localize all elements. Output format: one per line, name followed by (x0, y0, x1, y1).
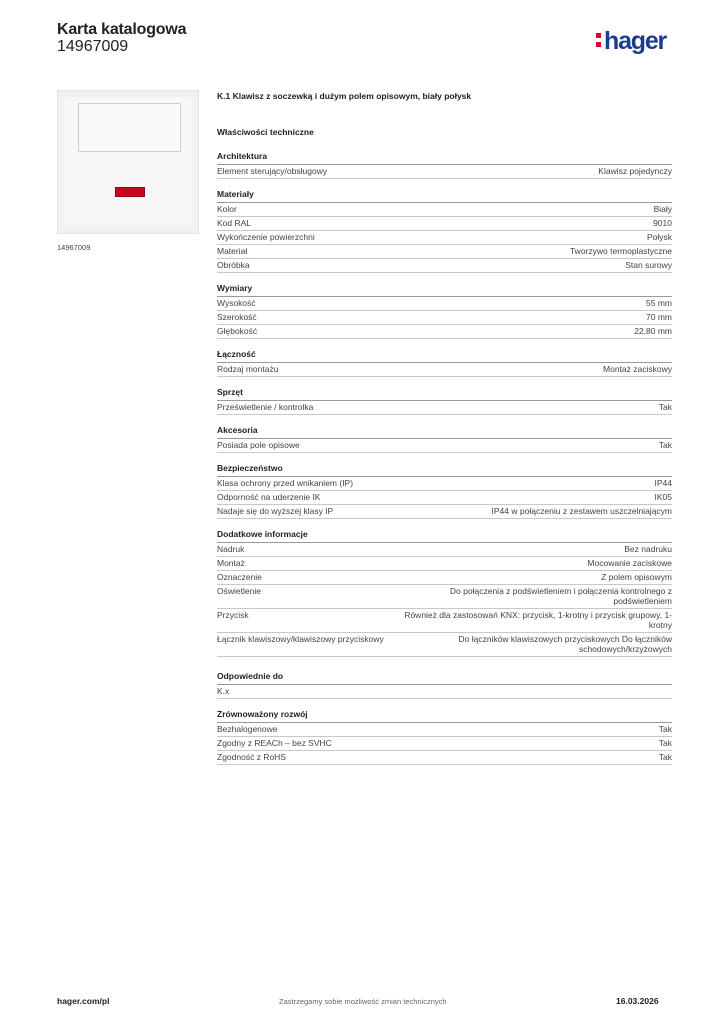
spec-value: Tworzywo termoplastyczne (569, 246, 672, 256)
logo-dots-icon (596, 33, 602, 49)
spec-row (217, 439, 672, 453)
footer-website[interactable]: hager.com/pl (57, 996, 110, 1006)
spec-value: Tak (658, 724, 672, 734)
spec-label: Bezhalogenowe (217, 724, 278, 734)
spec-value: 22,80 mm (634, 326, 672, 336)
spec-row (217, 685, 672, 699)
document-code: 14967009 (57, 38, 129, 55)
spec-label: Kolor (217, 204, 237, 214)
spec-row (217, 477, 672, 491)
spec-section (217, 463, 672, 519)
spec-value: Do łączników klawiszowych przyciskowych Do łączników schodowych/krzyżowych (458, 634, 672, 654)
spec-value: Klawisz pojedynczy (598, 166, 672, 176)
spec-row (217, 231, 672, 245)
spec-label: Rodzaj montażu (217, 364, 279, 374)
label-window (78, 103, 181, 152)
spec-label: Nadaje się do wyższej klasy IP (217, 506, 334, 516)
section-title: Zrównoważony rozwój (217, 709, 672, 723)
spec-section (217, 671, 672, 699)
spec-label: Obróbka (217, 260, 250, 270)
footer-date: 16.03.2026 (616, 996, 659, 1006)
spec-value: Tak (658, 440, 672, 450)
spec-row (217, 165, 672, 179)
logo-text: hager (604, 27, 667, 55)
spec-sections (217, 151, 672, 765)
section-title: Wymiary (217, 283, 672, 297)
spec-label: Element sterujący/obsługowy (217, 166, 328, 176)
spec-row (217, 751, 672, 765)
spec-label: Montaż (217, 558, 245, 568)
spec-row (217, 217, 672, 231)
hager-logo (596, 27, 666, 56)
spec-label: Oświetlenie (217, 586, 261, 596)
spec-label: Wysokość (217, 298, 256, 308)
section-title: Łączność (217, 349, 672, 363)
section-title: Akcesoria (217, 425, 672, 439)
spec-label: Łącznik klawiszowy/klawiszowy przyciskowy (217, 634, 384, 644)
section-title: Architektura (217, 151, 672, 165)
spec-row (217, 505, 672, 519)
spec-value: Biały (653, 204, 672, 214)
spec-row (217, 259, 672, 273)
spec-value: 9010 (653, 218, 672, 228)
spec-section (217, 151, 672, 179)
spec-label: Oznaczenie (217, 572, 262, 582)
spec-row (217, 557, 672, 571)
spec-label: Przycisk (217, 610, 249, 620)
spec-section (217, 189, 672, 273)
spec-value: Również dla zastosowań KNX: przycisk, 1-krotny i przycisk grupowy, 1-krotny (404, 610, 672, 630)
spec-value: Montaż zaciskowy (603, 364, 672, 374)
spec-section (217, 425, 672, 453)
product-image (57, 90, 199, 234)
spec-row (217, 325, 672, 339)
spec-label: Szerokość (217, 312, 257, 322)
spec-value: 55 mm (646, 298, 672, 308)
spec-row (217, 297, 672, 311)
spec-value: IP44 w połączeniu z zestawem uszczelniającym (491, 506, 672, 516)
spec-row (217, 491, 672, 505)
spec-label: Posiada pole opisowe (217, 440, 300, 450)
spec-value: Tak (658, 738, 672, 748)
spec-row (217, 723, 672, 737)
properties-title: Właściwości techniczne (217, 127, 314, 137)
spec-value: IK05 (654, 492, 672, 502)
spec-value: 70 mm (646, 312, 672, 322)
section-title: Bezpieczeństwo (217, 463, 672, 477)
spec-row (217, 737, 672, 751)
spec-label: Odporność na uderzenie IK (217, 492, 321, 502)
switch-plate (63, 96, 193, 228)
spec-row (217, 633, 672, 657)
spec-value: Tak (658, 752, 672, 762)
spec-value: Do połączenia z podświetleniem i połączenia kontrolnego z podświetleniem (449, 586, 672, 606)
spec-label: Zgodność z RoHS (217, 752, 286, 762)
spec-section (217, 349, 672, 377)
spec-section (217, 283, 672, 339)
spec-row (217, 543, 672, 557)
spec-label: Wykończenie powierzchni (217, 232, 315, 242)
spec-row (217, 203, 672, 217)
spec-row (217, 585, 672, 609)
spec-value: Połysk (646, 232, 672, 242)
document-title: Karta katalogowa (57, 21, 187, 38)
spec-value: Tak (658, 402, 672, 412)
spec-section (217, 529, 672, 657)
spec-section (217, 387, 672, 415)
spec-value: Bez nadruku (624, 544, 672, 554)
spec-row (217, 311, 672, 325)
spec-content (217, 91, 672, 775)
spec-label: Kod RAL (217, 218, 252, 228)
footer-notice: Zastrzegamy sobie możliwość zmian technicznych (279, 997, 447, 1006)
image-caption: 14967009 (57, 243, 91, 252)
spec-row (217, 401, 672, 415)
section-title: Materiały (217, 189, 672, 203)
section-title: Dodatkowe informacje (217, 529, 672, 543)
spec-value: Mocowanie zaciskowe (587, 558, 672, 568)
spec-row (217, 363, 672, 377)
red-lens (115, 187, 145, 197)
spec-row (217, 571, 672, 585)
spec-value: Stan surowy (625, 260, 672, 270)
spec-value: Z polem opisowym (601, 572, 672, 582)
spec-label: Materiał (217, 246, 248, 256)
spec-label: K.x (217, 686, 230, 696)
spec-section (217, 709, 672, 765)
spec-label: Prześwietlenie / kontrolka (217, 402, 314, 412)
spec-row (217, 609, 672, 633)
spec-label: Głębokość (217, 326, 258, 336)
spec-label: Klasa ochrony przed wnikaniem (IP) (217, 478, 354, 488)
spec-value: IP44 (654, 478, 672, 488)
spec-label: Nadruk (217, 544, 245, 554)
section-title: Sprzęt (217, 387, 672, 401)
spec-label: Zgodny z REACh – bez SVHC (217, 738, 332, 748)
spec-row (217, 245, 672, 259)
section-title: Odpowiednie do (217, 671, 672, 685)
product-title: K.1 Klawisz z soczewką i dużym polem opisowym, biały połysk (217, 91, 472, 101)
